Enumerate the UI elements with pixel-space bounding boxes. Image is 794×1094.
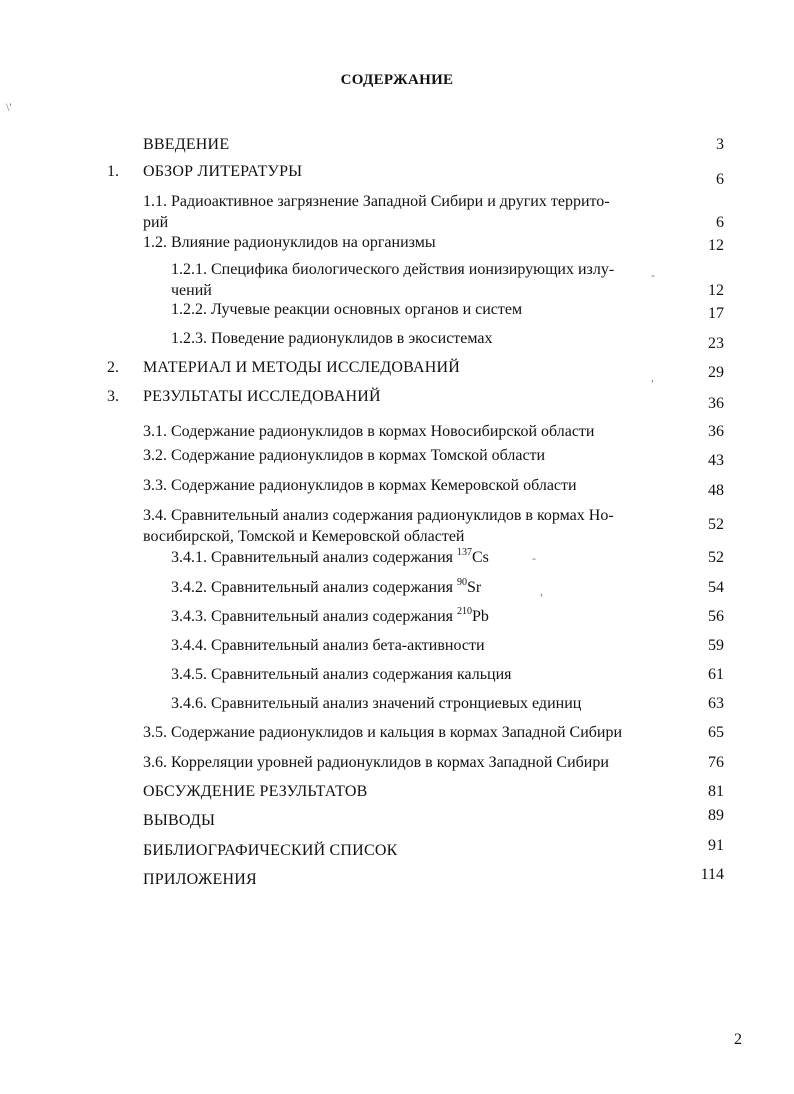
toc-entry-text: 3.2. Содержание радионуклидов в кормах Томской области [143,447,546,464]
toc-entry-text: 3.3. Содержание радионуклидов в кормах Кемеровской области [143,477,577,494]
toc-entry-text-main: 3.4.2. Сравнительный анализ содержания [171,579,457,596]
toc-entry-page: 54 [708,579,724,596]
isotope-mass-number: 137 [457,547,472,558]
element-symbol: Cs [472,549,489,566]
toc-entry-number: 3. [107,388,119,405]
isotope-mass-number: 90 [457,577,467,588]
scan-mark: \' [6,100,12,114]
toc-entry-page: 6 [716,214,724,231]
toc-entry-text: 3.1. Содержание радионуклидов в кормах Новосибирской области [143,423,595,440]
toc-entry-page: 23 [708,335,724,352]
toc-entry-page: 59 [708,637,724,654]
toc-entry-text-continuation: чений [171,282,212,299]
toc-entry-page: 89 [708,807,724,824]
toc-entry-1-2-1 [0,259,794,301]
toc-entry-text-main: 3.4.3. Сравнительный анализ содержания [171,608,457,625]
toc-entry-page: 48 [708,482,724,499]
toc-entry-page: 52 [708,516,724,533]
toc-entry-page: 56 [708,608,724,625]
toc-entry-page: 114 [700,866,724,883]
toc-entry-text: 1.2. Влияние радионуклидов на организмы [143,234,436,251]
toc-entry-page: 36 [708,423,724,440]
toc-entry-1-1 [0,191,794,233]
toc-entry-page: 61 [708,666,724,683]
toc-entry-text: ВЫВОДЫ [143,812,216,829]
toc-entry-page: 12 [708,282,724,299]
toc-entry-text: 3.4.5. Сравнительный анализ содержания кальция [171,666,512,683]
toc-entry-3-4 [0,505,794,547]
toc-entry-text: ПРИЛОЖЕНИЯ [143,871,257,888]
scan-mark: , [651,370,654,384]
toc-entry-text: ОБСУЖДЕНИЕ РЕЗУЛЬТАТОВ [143,783,368,800]
toc-entry-text: 1.2.3. Поведение радионуклидов в экосистемах [171,330,493,347]
toc-entry-number: 1. [107,163,119,180]
toc-entry-text [171,547,489,568]
scan-mark: , [540,584,543,598]
toc-entry-text-continuation: рий [143,214,169,231]
toc-entry-text [171,606,489,627]
toc-entry-text: БИБЛИОГРАФИЧЕСКИЙ СПИСОК [143,842,398,859]
toc-entry-page: 43 [708,452,724,469]
toc-entry-page: 52 [708,549,724,566]
toc-entry-page: 17 [708,305,724,322]
toc-entry-page: 65 [708,724,724,741]
toc-entry-text: 3.6. Корреляции уровней радионуклидов в кормах Западной Сибири [143,754,609,771]
toc-entry-text: 1.2.1. Специфика биологического действия ионизирующих излу- [171,261,615,278]
toc-entry-page: 36 [708,395,724,412]
toc-entry-text: 3.4.6. Сравнительный анализ значений стронциевых единиц [171,695,582,712]
toc-entry-text: 3.5. Содержание радионуклидов и кальция в кормах Западной Сибири [143,724,623,741]
toc-entry-text [171,577,481,598]
toc-entry-text: 3.4. Сравнительный анализ содержания радионуклидов в кормах Но- [143,507,614,524]
toc-entry-page: 91 [708,837,724,854]
toc-entry-text-main: 3.4.1. Сравнительный анализ содержания [171,549,457,566]
toc-entry-text: МАТЕРИАЛ И МЕТОДЫ ИССЛЕДОВАНИЙ [143,359,460,376]
isotope-mass-number: 210 [457,606,472,617]
scan-mark: - [651,268,655,282]
toc-entry-page: 81 [708,783,724,800]
toc-entry-text-continuation: восибирской, Томской и Кемеровской областей [143,528,465,545]
toc-entry-page: 63 [708,695,724,712]
toc-entry-page: 3 [716,136,724,153]
toc-entry-text: ОБЗОР ЛИТЕРАТУРЫ [143,163,303,180]
toc-entry-page: 12 [708,237,724,254]
scan-mark: - [532,551,536,565]
toc-entry-page: 76 [708,754,724,771]
element-symbol: Pb [472,608,489,625]
toc-entry-text: 1.2.2. Лучевые реакции основных органов и систем [171,301,523,318]
toc-entry-page: 6 [716,171,724,188]
toc-entry-text: 1.1. Радиоактивное загрязнение Западной Сибири и других террито- [143,193,610,210]
toc-entry-text: ВВЕДЕНИЕ [143,136,230,153]
toc-entry-text: РЕЗУЛЬТАТЫ ИССЛЕДОВАНИЙ [143,388,381,405]
element-symbol: Sr [467,579,482,596]
page-title: СОДЕРЖАНИЕ [340,72,454,88]
toc-entry-text: 3.4.4. Сравнительный анализ бета-активности [171,637,485,654]
toc-entry-number: 2. [107,359,119,376]
page-number: 2 [734,1031,742,1048]
toc-entry-page: 29 [708,364,724,381]
